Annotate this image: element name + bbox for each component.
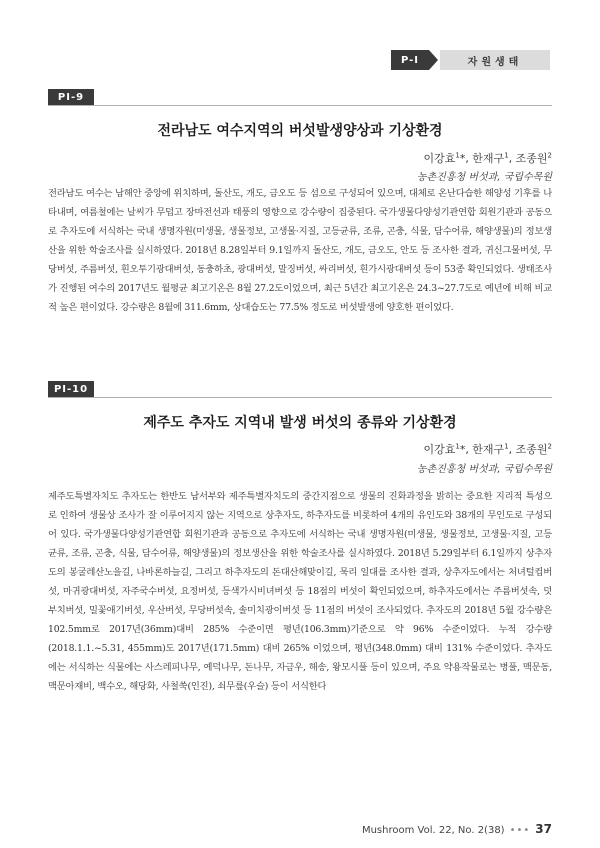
- abstract-authors: [423, 150, 552, 166]
- abstract-title: 제주도 추자도 지역내 발생 버섯의 종류와 기상환경: [143, 415, 457, 431]
- author-name: *, 한재구: [459, 152, 505, 165]
- abstract-affiliation: 농촌진흥청 버섯과, 국립수목원: [416, 464, 552, 475]
- page-number: 37: [535, 822, 552, 836]
- author-name: 이강효: [423, 443, 456, 456]
- section-divider: [48, 397, 552, 398]
- page-footer: [362, 822, 552, 836]
- author-affil-mark: 1: [455, 151, 460, 160]
- abstract-authors: [423, 441, 552, 457]
- journal-citation: Mushroom Vol. 22, No. 2(38): [361, 825, 505, 836]
- section-tag: P-I: [391, 50, 429, 70]
- author-affil-mark: 2: [547, 442, 552, 451]
- abstract-code: PI-10: [48, 381, 94, 398]
- section-divider: [48, 105, 552, 106]
- author-affil-mark: 1: [504, 151, 509, 160]
- author-affil-mark: 1: [504, 442, 509, 451]
- abstract-affiliation: 농촌진흥청 버섯과, 국립수목원: [416, 172, 552, 183]
- author-affil-mark: 1: [455, 442, 460, 451]
- abstract-body: 전라남도 여수는 남해안 중앙에 위치하며, 돌산도, 개도, 금오도 등 섬으로 구성되어 있으며, 대체로 온난다습한 해양성 기후를 나타내며, 여름철에는 날씨가 무덥고 장마전선과 태풍의 영향으로 강수량이 집중된다. 국가생물다양성기관연합 회원기관과 공동으로 추자도에 서식하는 국내 생명자원(미생물, 생물정보, 고생물·지질, 고등균류, 조류, 곤충, 식물, 담수어류, 해양생물)의 정보생산을 위한 학술조사를 실시하였다. 2018년 8.28일부터 9.1일까지 돌산도, 개도, 금오도, 안도 등 조사한 결과, 귀신그물버섯, 무당버섯, 주름버섯, 흰오투기광대버섯, 동충하초, 광대버섯, 말징버섯, 싸리버섯, 흰가시광대버섯 등이 53종 확인되었다. 생태조사가 진행된 여수의 2017년도 월평균 최고기온은 8월 27.2도이었으며, 최근 5년간 최고기온은 24.3~27.7도로 예년에 비해 비교적 높은 편이었다. 강수량은 8월에 311.6mm, 상대습도는 77.5% 정도로 버섯발생에 양호한 편이었다.: [48, 188, 552, 313]
- section-category: 자원생태: [440, 50, 550, 70]
- section-tag-chevron: [429, 50, 438, 70]
- abstract-code: PI-9: [48, 89, 94, 106]
- author-name: 이강효: [423, 152, 456, 165]
- author-name: *, 한재구: [459, 443, 505, 456]
- abstract-body: 제주도특별자치도 추자도는 한반도 남서부와 제주특별자치도의 중간지점으로 생물의 진화과정을 밝히는 중요한 지리적 특성으로 인하여 생물상 조사가 잘 이루어지지 않는 지역으로 상추자도, 하추자도를 비롯하여 4개의 유인도와 38개의 무인도로 구성되어 있다. 국가생물다양성기관연합 회원기관과 공동으로 추자도에 서식하는 국내 생명자원(미생물, 생물정보, 고생물·지질, 고등균류, 조류, 곤충, 식물, 담수어류, 해양생물)의 정보생산을 위한 학술조사를 실시하였다. 2018년 5.29일부터 6.1일까지 상추자도의 봉굴레산노을길, 나바론하늘길, 그리고 하추자도의 돈대산해맞이길, 묵리 일대를 조사한 결과, 상추자도에서는 처녀털컵버섯, 마귀광대버섯, 자주국수버섯, 요정버섯, 등색가시비녀버섯 등 18점의 버섯이 확인되었으며, 하추자도에서는 주름버섯속, 덧부치버섯, 밀꽃애기버섯, 우산버섯, 무당버섯속, 솔미치광이버섯 등 11점의 버섯이 조사되었다. 추자도의 2018년 5월 강수량은 102.5mm로 2017년(36mm)대비 285% 수준이면 평년(106.3mm)기준으로 약 96% 수준이었다. 누적 강수량(2018.1.1.~5.31, 455mm)도 2017년(171.5mm) 대비 265% 이었으며, 평년(348.0mm) 대비 131% 수준이었다. 추자도에는 서식하는 식물에는 사스레피나무, 예덕나무, 돈나무, 자금우, 해송, 왕모시풀 등이 있으며, 주요 약용작물로는 병풀, 맥문동, 맥문아재비, 백수오, 해당화, 사철쑥(인진), 쇠무릎(우슬) 등이 서식한다: [48, 491, 552, 692]
- abstract-title: 전라남도 여수지역의 버섯발생양상과 기상환경: [157, 123, 443, 139]
- footer-dots: •••: [509, 825, 531, 836]
- author-name: , 조종원: [508, 443, 548, 456]
- author-affil-mark: 2: [547, 151, 552, 160]
- author-name: , 조종원: [508, 152, 548, 165]
